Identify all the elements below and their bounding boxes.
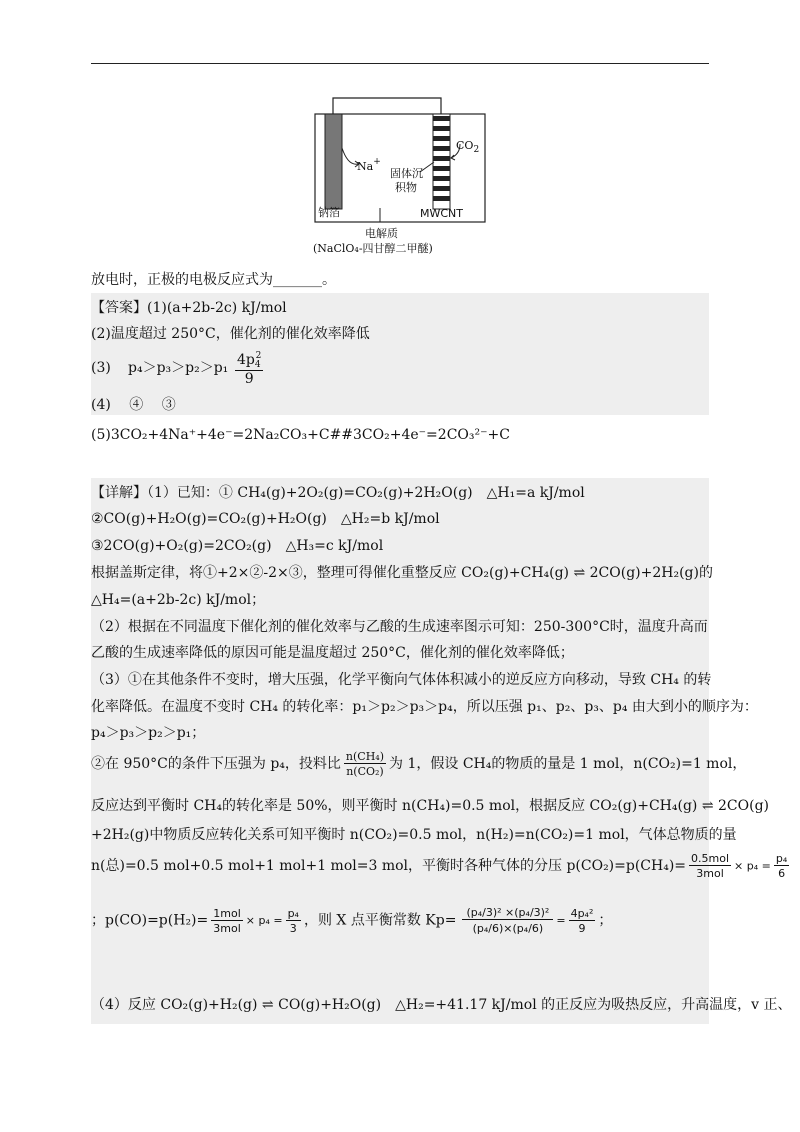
- external-wire: [333, 98, 441, 118]
- detail-line-8: （3）①在其他条件不变时，增大压强，化学平衡向气体体积减小的逆反应方向移动，导致 CH₄ 的转: [91, 672, 712, 688]
- answer-line-5: (5)3CO₂+4Na⁺+4e⁻=2Na₂CO₃+C##3CO₂+4e⁻=2CO₃²⁻+C: [91, 427, 510, 443]
- detail-line-13: +2H₂(g)中物质反应转化关系可知平衡时 n(CO₂)=0.5 mol，n(H₂)=n(CO₂)=1 mol，气体总物质的量: [91, 827, 737, 843]
- answer-line-2: (2)温度超过 250°C，催化剂的催化效率降低: [91, 326, 370, 342]
- detail-line-16: （4）反应 CO₂(g)+H₂(g) ⇌ CO(g)+H₂O(g) △H₂=+41.17 kJ/mol 的正反应为吸热反应，升高温度，v 正、: [91, 997, 792, 1013]
- co2-label: $CO_2$: [456, 139, 480, 155]
- answer-line-3-order: p₄＞p₃＞p₂＞p₁: [128, 360, 229, 376]
- detail-line-12: 反应达到平衡时 CH₄的转化率是 50%，则平衡时 n(CH₄)=0.5 mol，根据反应 CO₂(g)+CH₄(g) ⇌ 2CO(g): [91, 798, 770, 814]
- electrolyte-formula: (NaClO₄-四甘醇二甲醚): [313, 242, 433, 255]
- answer-line-1: 【答案】(1)(a+2b-2c) kJ/mol: [91, 300, 287, 316]
- sodium-foil-electrode: [325, 114, 342, 209]
- detail-line-14: n(总)=0.5 mol+0.5 mol+1 mol+1 mol=3 mol，平衡时各种气体的分压 p(CO₂)=p(CH₄)= $\frac{\text{0.5mol}}{\text{3mol}}$ × p₄ = $\frac{\text{p₄}}{6}$: [91, 852, 788, 881]
- detail-line-7: 乙酸的生成速率降低的原因可能是温度超过 250°C，催化剂的催化效率降低；: [91, 645, 574, 661]
- detail-line-11: ②在 950°C的条件下压强为 p₄，投料比 $\frac{\text{n(CH₄)}}{\text{n(CO₂)}}$ 为 1，假设 CH₄的物质的量是 1 mol，n(CO₂)=1 mol，: [91, 750, 747, 779]
- mwcnt-stripes: [433, 116, 450, 201]
- answer-line-3-index: (3): [91, 360, 111, 376]
- question-tail: 放电时，正极的电极反应式为_______。: [91, 272, 336, 288]
- detail-line-5: △H₄=(a+2b-2c) kJ/mol；: [91, 592, 266, 608]
- detail-line-2: ②CO(g)+H₂O(g)=CO₂(g)+H₂O(g) △H₂=b kJ/mol: [91, 511, 440, 527]
- detail-line-15: ；p(CO)=p(H₂)= $\frac{\text{1mol}}{\text{3mol}}$ × p₄ = $\frac{\text{p₄}}{3}$ ，则 X 点平衡常数 Kp= $\frac{\text{(p₄/3)² ×(p₄/3)²}}{\text{(p₄/6)×(p₄/6)}}$ = $\frac{\text{4p₄²}}{9}$ ；: [91, 906, 613, 936]
- sodium-foil-label: 钠箔: [318, 206, 340, 219]
- detail-line-6: （2）根据在不同温度下催化剂的催化效率与乙酸的生成速率图示可知：250-300°C时，温度升高而: [91, 619, 708, 635]
- detail-line-9: 化率降低。在温度不变时 CH₄ 的转化率：p₁＞p₂＞p₃＞p₄，所以压强 p₁、p₂、p₃、p₄ 由大到小的顺序为：: [91, 699, 758, 715]
- mwcnt-label: MWCNT: [420, 207, 463, 220]
- solid-deposit-label: 固体沉: [390, 167, 423, 180]
- answer-line-3-fraction: $\frac{4p_4^2}{9}$: [237, 351, 262, 387]
- header-rule: [91, 63, 709, 64]
- detail-line-4: 根据盖斯定律，将①+2×②-2×③，整理可得催化重整反应 CO₂(g)+CH₄(g) ⇌ 2CO(g)+2H₂(g)的: [91, 565, 713, 581]
- answer-line-4: (4) ④ ③: [91, 397, 176, 413]
- detail-line-10: p₄＞p₃＞p₂＞p₁；: [91, 725, 206, 741]
- electrolyte-label: 电解质: [365, 227, 398, 240]
- detail-line-3: ③2CO(g)+O₂(g)=2CO₂(g) △H₃=c kJ/mol: [91, 538, 384, 554]
- na-label: Na+: [357, 157, 381, 173]
- solid-deposit-label-2: 积物: [395, 181, 417, 194]
- detail-line-1: 【详解】（1）已知：① CH₄(g)+2O₂(g)=CO₂(g)+2H₂O(g) △H₁=a kJ/mol: [91, 485, 585, 501]
